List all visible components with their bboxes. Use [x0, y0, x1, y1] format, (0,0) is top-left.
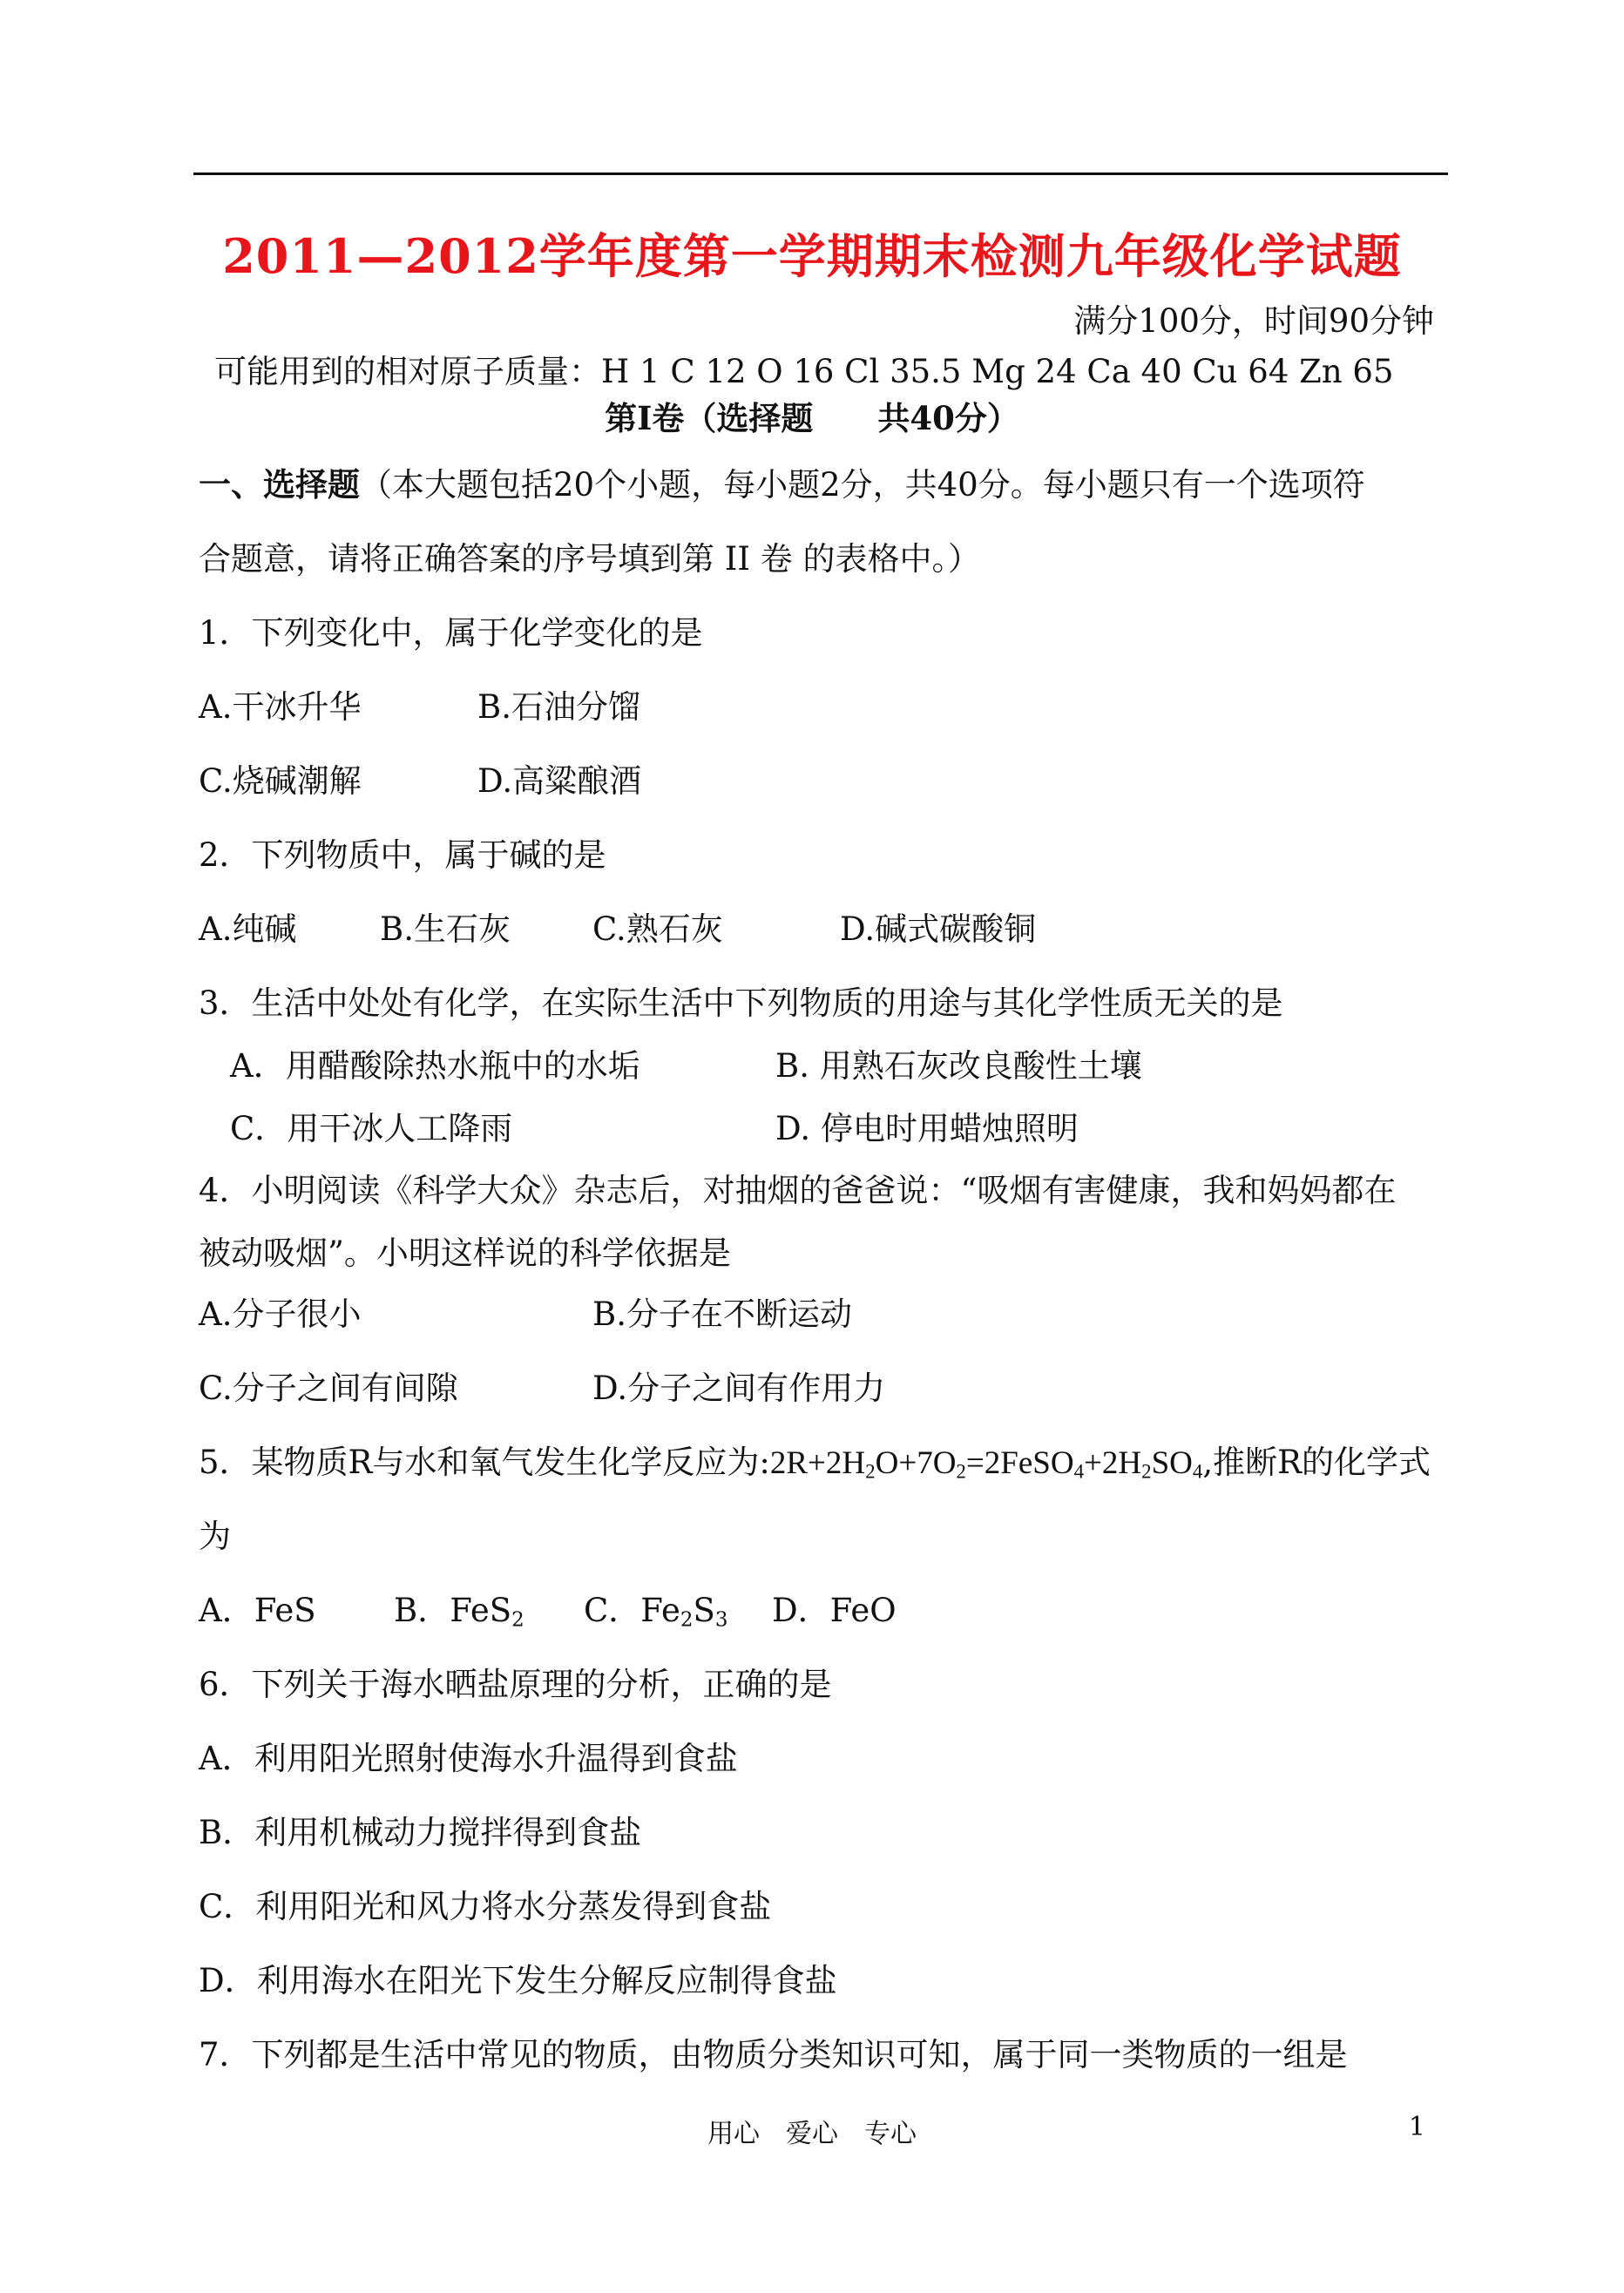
instructions-lead: 一、选择题 [199, 465, 360, 504]
question-4-option-d: D.分子之间有作用力 [592, 1370, 886, 1407]
question-3-option-c: C．用干冰人工降雨 [230, 1110, 513, 1147]
question-6-option-a: A．利用阳光照射使海水升温得到食盐 [199, 1740, 738, 1777]
question-6-option-c: C．利用阳光和风力将水分蒸发得到食盐 [199, 1888, 772, 1925]
question-4-stem-line-1: 4．小明阅读《科学大众》杂志后，对抽烟的爸爸说：“吸烟有害健康，我和妈妈都在 [199, 1172, 1397, 1209]
question-6-option-d: D．利用海水在阳光下发生分解反应制得食盐 [199, 1962, 837, 1999]
question-1-stem: 1．下列变化中，属于化学变化的是 [199, 614, 703, 652]
question-5-stem-suffix: ,推断R的化学式 [1202, 1444, 1431, 1481]
footer-motto: 用心 爱心 专心 [707, 2119, 917, 2149]
question-6-option-b: B．利用机械动力搅拌得到食盐 [199, 1814, 642, 1851]
instructions-line-1 [199, 465, 1365, 504]
page-number: 1 [1408, 2112, 1425, 2142]
question-4-option-a: A.分子很小 [199, 1295, 362, 1333]
question-5-stem-prefix: 5．某物质R与水和氧气发生化学反应为: [199, 1444, 770, 1481]
question-2-option-d: D.碱式碳酸铜 [840, 910, 1037, 948]
section-title: 第Ⅰ卷（选择题 共40分） [605, 399, 1019, 437]
instructions-text: （本大题包括20个小题，每小题2分，共40分。每小题只有一个选项符 [360, 466, 1365, 504]
question-5-stem-line-2: 为 [199, 1518, 231, 1555]
question-5-option-a: A．FeS [199, 1592, 316, 1629]
question-3-option-a: A．用醋酸除热水瓶中的水垢 [230, 1047, 640, 1085]
question-4-option-c: C.分子之间有间隙 [199, 1370, 458, 1407]
question-1-option-a: A.干冰升华 [199, 688, 362, 726]
question-1-option-b: B.石油分馏 [477, 688, 640, 726]
question-3-option-d: D. 停电时用蜡烛照明 [775, 1110, 1079, 1147]
question-6-stem: 6．下列关于海水晒盐原理的分析，正确的是 [199, 1666, 832, 1703]
instructions-line-2: 合题意，请将正确答案的序号填到第 II 卷 的表格中。） [199, 540, 981, 578]
atomic-masses: 可能用到的相对原子质量：H 1 C 12 O 16 Cl 35.5 Mg 24 Ca 40 Cu 64 Zn 65 [214, 353, 1394, 390]
question-5-option-c: C．$Fe_2S_3$ [584, 1592, 728, 1632]
chemical-equation: $2R+2H_2O+7O_2=2FeSO_4+2H_2SO_4$ [769, 1445, 1203, 1483]
question-1-option-c: C.烧碱潮解 [199, 762, 362, 800]
question-5-stem-line-1 [199, 1444, 1431, 1483]
question-5-option-b: B．FeS$_2$ [394, 1592, 524, 1632]
question-2-option-c: C.熟石灰 [592, 910, 723, 948]
score-time: 满分100分，时间90分钟 [1073, 302, 1434, 340]
question-1-option-d: D.高粱酿酒 [477, 762, 642, 800]
question-4-option-b: B.分子在不断运动 [592, 1295, 852, 1333]
header-rule [193, 172, 1448, 175]
question-2-option-a: A.纯碱 [199, 910, 297, 948]
exam-title: 2011—2012学年度第一学期期末检测九年级化学试题 [222, 228, 1402, 284]
question-7-stem: 7．下列都是生活中常见的物质，由物质分类知识可知，属于同一类物质的一组是 [199, 2036, 1348, 2073]
question-3-stem: 3．生活中处处有化学，在实际生活中下列物质的用途与其化学性质无关的是 [199, 984, 1283, 1022]
question-5-option-d: D．FeO [772, 1592, 897, 1629]
question-2-option-b: B.生石灰 [380, 910, 511, 948]
question-2-stem: 2．下列物质中，属于碱的是 [199, 836, 606, 874]
question-3-option-b: B. 用熟石灰改良酸性土壤 [775, 1047, 1142, 1085]
question-4-stem-line-2: 被动吸烟”。小明这样说的科学依据是 [199, 1234, 731, 1272]
